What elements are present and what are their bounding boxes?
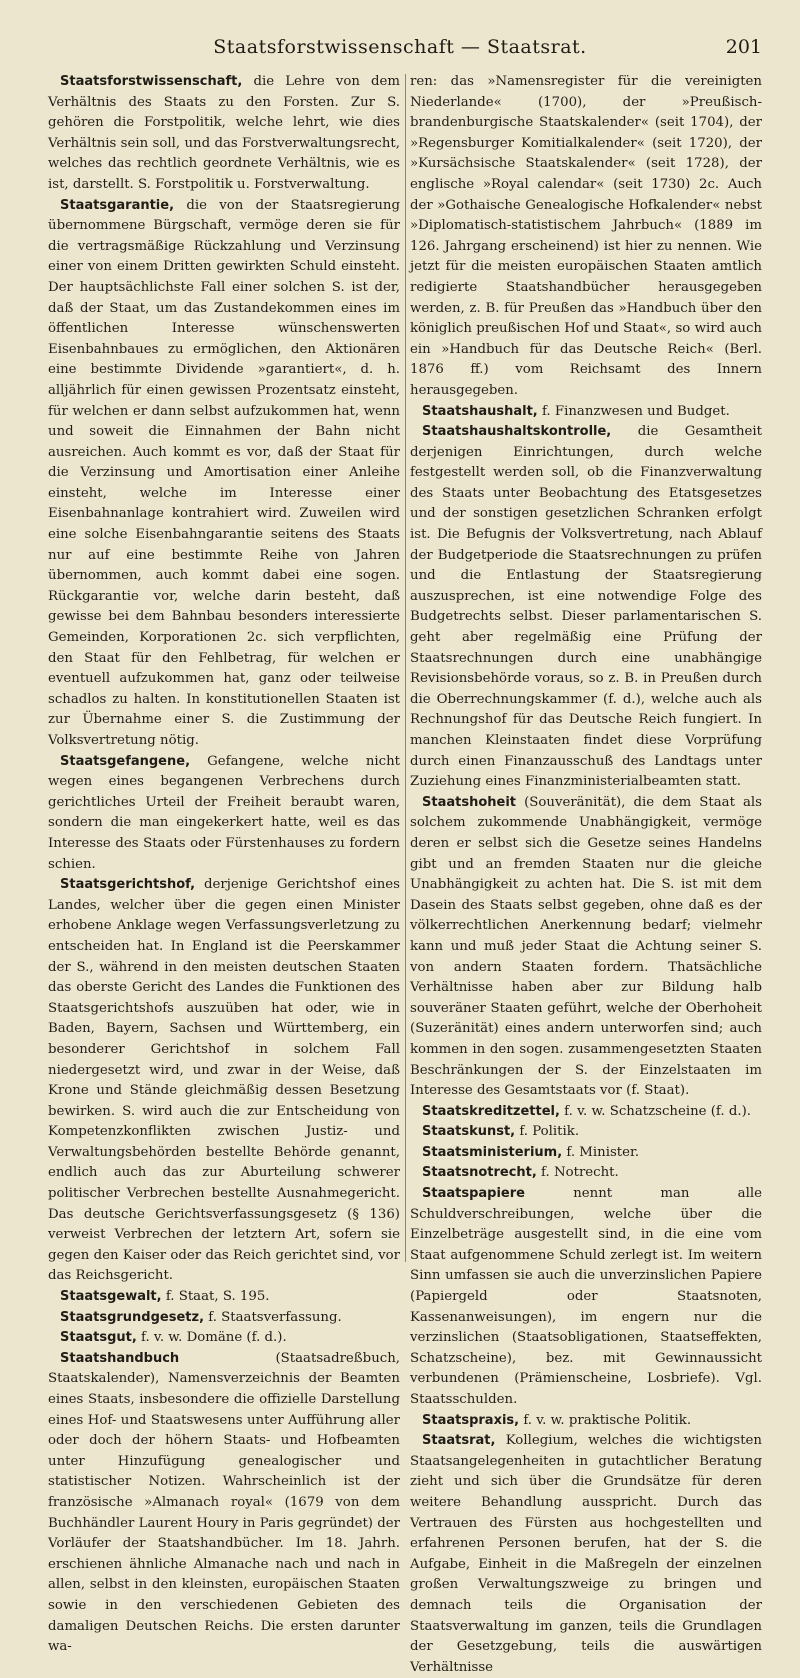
column-divider [405,74,406,1262]
page-number: 201 [725,36,762,58]
right-column [410,72,762,1675]
entry-headword: Staatsforstwissenschaft, [60,74,243,89]
entry-headword: Staatsgut, [60,1330,137,1346]
entry-headword: Staatshaushaltskontrolle, [422,424,612,440]
entry-text: die Lehre von dem Verhältnis des Staats zu den Forsten. Zur S. gehören die Forstpolitik, welche lehrt, wie dies Verhältnis sein soll, und das Forstverwaltungsrecht, welches das rechtlich geordnete Verhältnis, wie es ist, darstellt. S. Forstpolitik u. Forstverwaltung. [48,74,400,192]
dictionary-entry [410,793,762,1102]
dictionary-entry [48,1349,400,1658]
entry-headword: Staatspraxis, [422,1412,520,1428]
dictionary-entry [48,875,400,1287]
entry-headword: Staatshoheit [422,794,517,810]
entry-text: f. Minister. [562,1144,640,1160]
entry-headword: Staatshaushalt, [422,403,538,419]
dictionary-entry [48,1308,400,1329]
dictionary-entry [410,1431,762,1678]
dictionary-entry [410,1122,762,1143]
dictionary-entry [48,752,400,876]
entry-text: f. v. w. praktische Politik. [519,1412,692,1428]
entry-text: derjenige Gerichtshof eines Landes, welcher über die gegen einen Minister erhobene Anklage wegen Verfassungsverletzung zu entscheiden hat. In England ist die Peerskammer der S., während in den meisten deutschen Staaten das oberste Gericht des Landes die Funktionen des Staatsgerichtshofs auszuüben hat oder, wie in Baden, Bayern, Sachsen und Württemberg, ein besonderer Gerichtshof in solchem Fall niedergesetzt wird, und zwar in der Weise, daß Krone und Stände gleichmäßig dessen Besetzung bewirken. S. wird auch die zur Entscheidung von Kompetenzkonflikten zwischen Justiz- und Verwaltungsbehörden bestellte Behörde genannt, endlich auch das zur Aburteilung schwerer politischer Verbrechen bestellte Ausnahmegericht. Das deutsche Gerichtsverfassungsgesetz (§ 136) verweist Verbrechen der letztern Art, sofern sie gegen den Kaiser oder das Reich gerichtet sind, vor das Reichsgericht. [48,877,400,1284]
dictionary-entry [410,1163,762,1184]
entry-headword: Staatsgarantie, [60,197,175,213]
dictionary-entry [48,72,400,196]
entry-text: (Souveränität), die dem Staat als solchem zukommende Unabhängigkeit, vermöge deren er selbst sich die Gesetze seines Handelns gibt und an fremden Staaten nur die gleiche Unabhängigkeit zu achten hat. Die S. ist mit dem Dasein des Staats selbst gegeben, ohne daß es der völkerrechtlichen Anerkennung bedarf; vielmehr kann und muß jeder Staat die Achtung seiner S. von andern Staaten fordern. Thatsächliche Verhältnisse haben aber zur Bildung halb souveräner Staaten geführt, welche der Oberhoheit (Suzeränität) eines andern unterworfen sind; auch kommen in den sogen. zusammengesetzten Staaten Beschränkungen der S. der Einzelstaaten im Interesse des Gesamtstaats vor (f. Staat). [410,794,762,1099]
entry-text: (Staatsadreßbuch, Staatskalender), Namensverzeichnis der Beamten eines Staats, insbesondere die offizielle Darstellung eines Hof- und Staatswesens unter Aufführung aller oder doch der höhern Staats- und Hofbeamten unter Hinzufügung genealogischer und statistischer Notizen. Wahrscheinlich ist der französische »Almanach royal« (1679 von dem Buchhändler Laurent Houry in Paris gegründet) der Vorläufer der Staatshandbücher. Im 18. Jahrh. erschienen ähnliche Almanache nach und nach in allen, selbst in den kleinsten, europäischen Staaten sowie in den verschiedenen Gebieten des damaligen Deutschen Reichs. Die ersten darunter wa- [48,1350,400,1655]
dictionary-entry [410,422,762,793]
entry-text: Kollegium, welches die wichtigsten Staatsangelegenheiten in gutachtlicher Beratung zieht und sich über die Grundsätze für deren weitere Behandlung ausspricht. Durch das Vertrauen des Fürsten aus hochgestellten und erfahrenen Personen berufen, hat der S. die Aufgabe, Einheit in die Maßregeln der einzelnen großen Verwaltungszweige zu bringen und demnach teils die Organisation der Staatsverwaltung im ganzen, teils die Grundlagen der Gesetzgebung, teils die auswärtigen Verhältnisse [410,1433,762,1675]
dictionary-entry [410,1411,762,1432]
entry-headword: Staatsnotrecht, [422,1165,537,1181]
dictionary-entry [410,1184,762,1411]
entry-headword: Staatspapiere [422,1186,525,1202]
dictionary-entry [410,72,762,402]
entry-text: f. Staatsverfassung. [204,1309,342,1325]
entry-text: ren: das »Namensregister für die vereinigten Niederlande« (1700), der »Preußisch-brandenburgische Staatskalender« (seit 1704), der »Regensburger Komitialkalender« (seit 1720), der »Kursächsische Staatskalender« (seit 1728), der englische »Royal calendar« (seit 1730) 2c. Auch der »Gothaische Genealogische Hofkalender« nebst »Diplomatisch-statistischem Jahrbuch« (1889 im 126. Jahrgang erscheinend) ist hier zu nennen. Wie jetzt für die meisten europäischen Staaten amtlich redigierte Staatshandbücher herausgegeben werden, z. B. für Preußen das »Handbuch über den königlich preußischen Hof und Staat«, so wird auch ein »Handbuch für das Deutsche Reich« (Berl. 1876 ff.) vom Reichsamt des Innern herausgegeben. [410,74,762,398]
entry-text: die Gesamtheit derjenigen Einrichtungen, durch welche festgestellt werden soll, ob die Finanzverwaltung des Staats unter Beobachtung des Etatsgesetzes und der sonstigen gesetzlichen Schranken erfolgt ist. Die Befugnis der Volksvertretung, nach Ablauf der Budgetperiode die Staatsrechnungen zu prüfen und die Entlastung der Staatsregierung auszusprechen, ist eine notwendige Folge des Budgetrechts selbst. Dieser parlamentarischen S. geht aber regelmäßig eine Prüfung der Staatsrechnungen durch eine unabhängige Revisionsbehörde voraus, so z. B. in Preußen durch die Oberrechnungskammer (f. d.), welche auch als Rechnungshof für das Deutsche Reich fungiert. In manchen Kleinstaaten findet diese Vorprüfung durch einen Finanzausschuß des Landtags unter Zuziehung eines Finanzministerialbeamten statt. [410,424,762,790]
entry-text: die von der Staatsregierung übernommene Bürgschaft, vermöge deren sie für die vertragsmäßige Rückzahlung und Verzinsung einer von einem Dritten gewirkten Schuld einsteht. Der hauptsächlichste Fall einer solchen S. ist der, daß der Staat, um das Zustandekommen eines im öffentlichen Interesse wünschenswerten Eisenbahnbaues zu ermöglichen, den Aktionären eine bestimmte Dividende »garantiert«, d. h. alljährlich für einen gewissen Prozentsatz einsteht, für welchen er dann selbst aufzukommen hat, wenn und soweit die Einnahmen der Bahn nicht ausreichen. Auch kommt es vor, daß der Staat für die Verzinsung und Amortisation einer Anleihe einsteht, welche im Interesse einer Eisenbahnanlage kontrahiert wird. Zuweilen wird eine solche Eisenbahngarantie seitens des Staats nur auf eine bestimmte Reihe von Jahren übernommen, auch kommt dabei eine sogen. Rückgarantie vor, welche darin besteht, daß gewisse bei dem Bahnbau besonders interessierte Gemeinden, Korporationen 2c. sich verpflichten, den Staat für den Fehlbetrag, für welchen er eventuell aufzukommen hat, ganz oder teilweise schadlos zu halten. In konstitutionellen Staaten ist zur Übernahme einer S. die Zustimmung der Volksvertretung nötig. [48,197,400,748]
entry-text: f. v. w. Schatzscheine (f. d.). [559,1103,751,1119]
entry-headword: Staatskreditzettel, [422,1103,560,1119]
entry-headword: Staatsgrundgesetz, [60,1309,205,1325]
entry-headword: Staatsrat, [422,1433,496,1449]
entry-text: f. Staat, S. 195. [161,1289,270,1305]
entry-text: f. Finanzwesen und Budget. [537,403,730,419]
entry-headword: Staatsministerium, [422,1144,563,1160]
entry-text: f. Notrecht. [536,1165,619,1181]
entry-text: f. Politik. [515,1124,580,1140]
dictionary-entry [410,402,762,423]
dictionary-entry [410,1143,762,1164]
entry-headword: Staatsgefangene, [60,753,191,769]
dictionary-entry [48,1287,400,1308]
page-header [0,28,800,58]
entry-text: f. v. w. Domäne (f. d.). [136,1330,287,1346]
entry-headword: Staatsgerichtshof, [60,877,196,893]
entry-headword: Staatshandbuch [60,1350,180,1366]
entry-text: nennt man alle Schuldverschreibungen, welche über die Einzelbeträge ausgestellt sind, in die eine vom Staat aufgenommene Schuld zerlegt ist. Im weitern Sinn umfassen sie auch die unverzinslichen Papiere (Papiergeld oder Staatsnoten, Kassenanweisungen), im engern nur die verzinslichen (Staatsobligationen, Staatseffekten, Schatzscheine), bez. mit Gewinnaussicht verbundenen (Prämienscheine, Losbriefe). Vgl. Staatsschulden. [410,1186,762,1407]
running-title: Staatsforstwissenschaft — Staatsrat. [213,36,587,58]
dictionary-entry [410,1102,762,1123]
entry-text: Gefangene, welche nicht wegen eines begangenen Verbrechens durch gerichtliches Urteil der Freiheit beraubt waren, sondern die man eingekerkert hatte, weil es das Interesse des Staats oder Fürstenhauses zu fordern schien. [48,753,400,872]
left-column [48,72,400,1655]
dictionary-entry [48,1328,400,1349]
entry-headword: Staatsgewalt, [60,1289,162,1305]
dictionary-entry [48,196,400,752]
entry-headword: Staatskunst, [422,1124,516,1140]
